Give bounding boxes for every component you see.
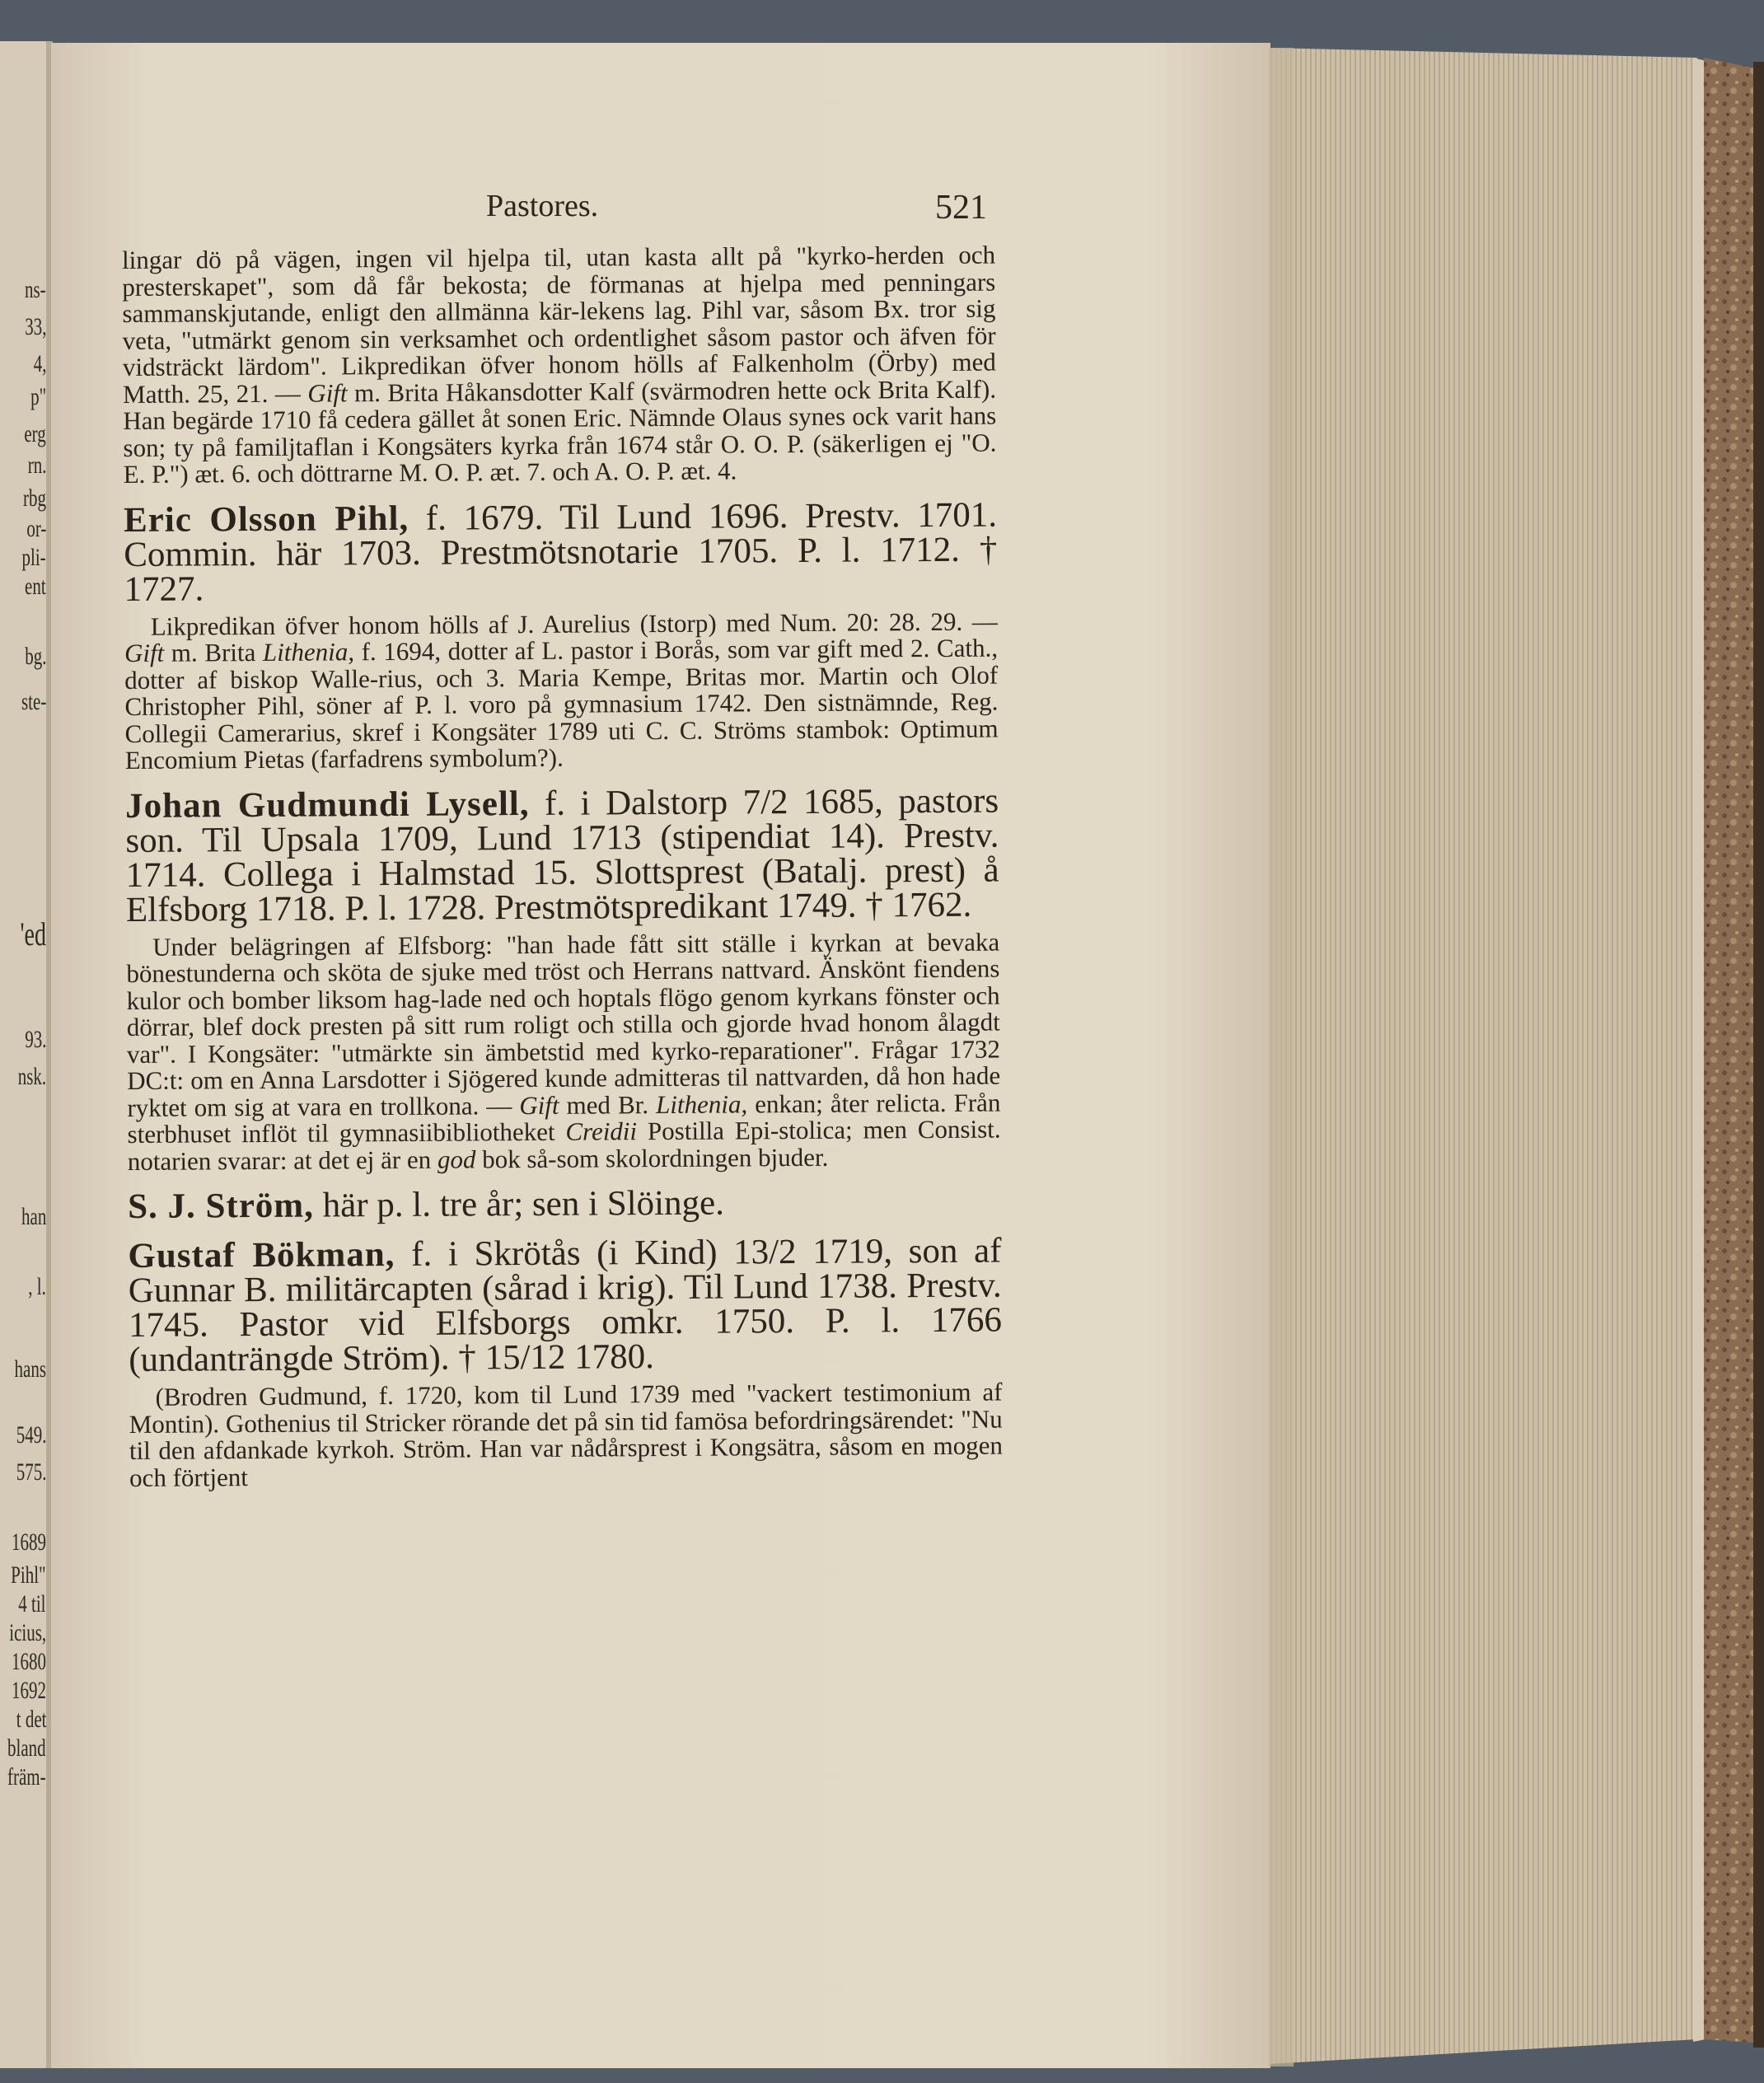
margin-fragment: , l. [28,1273,46,1300]
italic-word: god [437,1144,476,1174]
entry-s-j-strom [128,1185,1001,1224]
entry-gustaf-bokman [128,1231,1003,1379]
page-number: 521 [935,189,987,227]
margin-fragment: 93. [24,1026,46,1053]
margin-fragment: hans [14,1355,46,1383]
margin-fragment: rn. [27,452,46,479]
margin-fragment: 'ed [20,915,46,953]
margin-fragment: rbg [23,484,46,512]
entry-text: f. i Dalstorp 7/2 1685, pastors son. Til Upsala 1709, Lund 1713 (stipendiat 14). Prestv. 1714. Collega i Halmstad 15. Slottsprest (Batalj. prest) å Elfsborg 1718. P. l. 1728. Prestmötspredikant 1749. † 1762. [125,781,999,929]
margin-fragment: t det [16,1706,46,1733]
running-head [173,188,997,237]
text-run: Likpredikan öfver honom hölls af J. Aurelius (Istorp) med Num. 20: 28. 29. — [150,606,998,641]
entry-note [126,929,1001,1175]
page-body [122,242,1003,1491]
margin-fragment: nsk. [17,1063,46,1090]
text-run: Postilla Epi-stolica; men Consist. notarien svarar: at det ej är en [127,1114,1001,1176]
margin-fragment: 1689 [12,1528,46,1556]
italic-gift: Gift [307,377,348,408]
margin-fragment: p" [30,383,46,410]
italic-gift: Gift [124,638,165,667]
entry-name: Eric Olsson Pihl, [123,499,409,540]
margin-fragment: 4, [33,350,46,377]
entry-note [124,608,999,774]
margin-fragment: bland [7,1734,46,1762]
entry-name: Johan Gudmundi Lysell, [124,784,530,826]
entry-text: f. 1679. Til Lund 1696. Prestv. 1701. Commin. här 1703. Prestmötsnotarie 1705. P. l. 1712. † 1727. [124,495,998,609]
text-run: (Brodren Gudmund, f. 1720, kom til Lund 1739 med "vackert testimonium af Montin). Gothenius til Stricker rörande det på sin tid famösa befordringsärendet: "Nu til den afdankade kyrkoh. Ström. Han var nådårsprest i Kongsätra, såsom en mogen och förtjent [129,1377,1004,1492]
italic-name: Lithenia, [262,637,355,667]
entry-text: här p. l. tre år; sen i Slöinge. [322,1183,725,1225]
entry-johan-gudmundi-lysell [124,781,999,929]
italic-name: Creidii [565,1116,638,1146]
facing-page-margin [0,0,49,2083]
margin-fragment: 575. [16,1458,46,1486]
margin-fragment: 33, [24,313,46,340]
paragraph-continuation [122,242,997,489]
margin-fragment: pli- [21,544,46,571]
margin-fragment: han [21,1203,46,1230]
margin-fragment: erg [24,420,46,447]
margin-fragment: or- [26,515,46,542]
entry-text: f. i Skrötås (i Kind) 13/2 1719, son af Gunnar B. militärcapten (sårad i krig). Til Lund 1738. Prestv. 1745. Pastor vid Elfsborgs omkr. 1750. P. l. 1766 (undanträngde Ström). † 15/12 1780. [128,1231,1003,1379]
text-run: med Br. [566,1089,649,1120]
margin-fragment: främ- [7,1763,46,1790]
text-run: Under belägringen af Elfsborg: "han hade fått sitt ställe i kyrkan at bevaka bönestunderna och sköta de sjuke med tröst och Herrans nattvard. Änskönt fiendens kulor och bomber liksom hag-lade ned och hoptals flögo genom kyrkans fönster och dörrar, blef dock presten på sitt rum roligt och stilla och gjorde hvad honom ålagdt var". I Kongsäter: "utmärkte sin ämbetstid med kyrko-reparationer". Frågar 1732 DC:t: om en Anna Larsdotter i Sjögered kunde admitteras til nattvarden, då hon hade ryktet om sig at vara en trollkona. — [126,927,1001,1122]
text-run: m. Brita [171,638,256,667]
text-run: m. Brita Håkansdotter Kalf (svärmodren hette ock Brita Kalf). Han begärde 1710 få cedera gället åt sonen Eric. Nämnde Olaus synes ock varit hans son; ty på familjtaflan i Kongsäters kyrka från 1674 står O. O. P. (säkerligen ej "O. E. P.") æt. 6. och döttrarne M. O. P. æt. 7. och A. O. P. æt. 4. [123,374,997,489]
text-run: bok så-som skolordningen bjuder. [482,1142,829,1173]
margin-fragment: 1680 [12,1648,46,1675]
italic-name: Lithenia, [655,1088,748,1119]
text-run: lingar dö på vägen, ingen vil hjelpa til, utan kasta allt på "kyrko-herden och presterskapet", som då får bekosta; de förmanas at hjelpa med penningars sammanskjutande, enligt den allmänna kär-lekens lag. Pihl var, såsom Bx. tror sig veta, "utmärkt genom sin verksamhet och ordentlighet såsom pastor och äfven för vidsträckt lärdom". Likpredikan öfver honom hölls af Falkenholm (Örby) med Matth. 25, 21. — [121,240,996,409]
entry-name: S. J. Ström, [127,1186,315,1226]
margin-fragment: 4 til [18,1590,46,1617]
margin-fragment: ent [25,573,46,600]
margin-fragment: 1692 [12,1677,46,1704]
text-run: enkan; åter relicta. Från sterbhuset inflöt til gymnasiibibliotheket [127,1088,1001,1149]
text-run: f. 1694, dotter af L. pastor i Borås, som var gift med 2. Cath., dotter af biskop Walle-rius, och 3. Maria Kempe, Britas mor. Martin och Olof Christopher Pihl, söner af P. l. voro på gymnasium 1742. Den sistnämnde, Reg. Collegii Camerarius, skref i Kongsäter 1789 uti C. C. Ströms stambok: Optimum Encomium Pietas (farfadrens symbolum?). [124,633,999,775]
margin-fragment: ste- [21,688,46,715]
page-title: Pastores. [486,189,599,223]
margin-fragment: 549. [16,1421,46,1449]
margin-fragment: Pihl" [11,1561,46,1589]
entry-name: Gustaf Bökman, [128,1234,395,1276]
margin-fragment: icius, [9,1619,46,1646]
margin-fragment: bg. [24,643,46,670]
margin-fragment: ns- [25,276,46,303]
italic-gift: Gift [519,1090,559,1120]
entry-note [129,1379,1003,1491]
entry-eric-olsson-pihl [123,495,998,609]
